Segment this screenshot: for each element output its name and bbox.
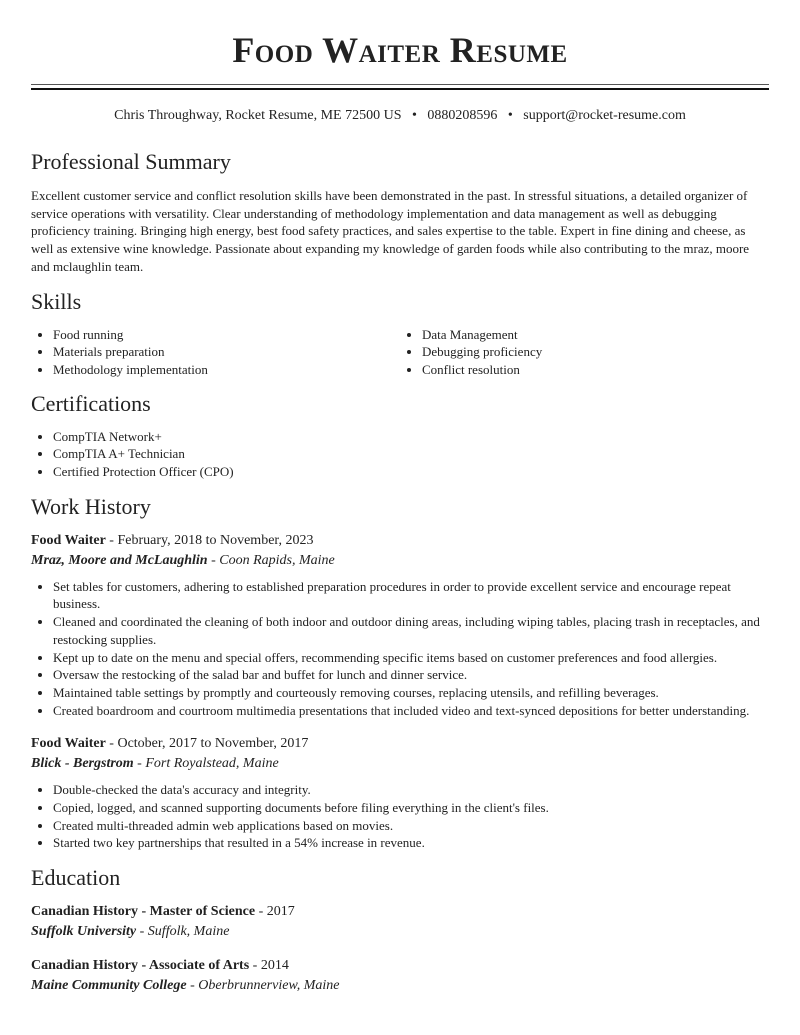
job-title: Food Waiter [31, 532, 106, 548]
skills-section [31, 288, 769, 379]
degree-name: Canadian History - Master of Science [31, 904, 256, 920]
job-entry [31, 734, 769, 852]
skill-item: • Debugging proficiency [422, 343, 769, 361]
skill-item: • Methodology implementation [53, 361, 400, 379]
company-location: - Coon Rapids, Maine [207, 552, 335, 568]
company-line [31, 551, 769, 571]
job-bullet: • Double-checked the data's accuracy and integrity. [53, 781, 769, 799]
degree-line [31, 902, 769, 922]
company-name: Mraz, Moore and McLaughlin [31, 552, 208, 568]
degree-year: - 2014 [249, 958, 289, 974]
skills-grid [31, 326, 769, 379]
job-bullet: • Cleaned and coordinated the cleaning of both indoor and outdoor dining areas, including wiping tables, placing trash in receptacles, and restocking supplies. [53, 613, 769, 648]
education-entry [31, 902, 769, 942]
certification-item: • CompTIA Network+ [53, 428, 769, 446]
degree-line [31, 956, 769, 976]
skill-item: • Materials preparation [53, 343, 400, 361]
contact-address: Chris Throughway, Rocket Resume, ME 72500 US [114, 108, 402, 123]
summary-heading: Professional Summary [31, 149, 231, 174]
summary-section [31, 148, 769, 276]
bullet-separator-icon: • [507, 108, 513, 123]
summary-text: Excellent customer service and conflict resolution skills have been demonstrated in the past. In stressful situations, a detailed organizer of service operations with versatility. Clear understanding of methodology implementation and data management as well as debugging proficiency training. Bringing high energy, best food safety practices, and sales expertise to the table. Expert in fine dining and cheese, as well as extensive wine knowledge. Passionate about expanding my knowledge of garden foods while also contributing to the mraz, moore and mclaughlin team. [31, 188, 750, 274]
school-name: Suffolk University [31, 924, 137, 940]
certifications-heading: Certifications [31, 390, 151, 416]
skill-item: • Food running [53, 326, 400, 344]
certification-item: • Certified Protection Officer (CPO) [53, 463, 769, 481]
contact-line [31, 107, 769, 125]
job-bullet: • Started two key partnerships that resulted in a 54% increase in revenue. [53, 834, 769, 852]
skill-item: • Conflict resolution [422, 361, 769, 379]
work-history-heading: Work History [31, 493, 151, 519]
resume-title: Food Waiter Resume [232, 30, 568, 70]
school-location: - Suffolk, Maine [136, 924, 230, 940]
certification-item: • CompTIA A+ Technician [53, 445, 769, 463]
job-title-line [31, 531, 769, 551]
skills-list-right [400, 326, 769, 379]
company-location: - Fort Royalstead, Maine [133, 756, 279, 772]
job-dates: - October, 2017 to November, 2017 [105, 736, 309, 752]
skill-item: • Data Management [422, 326, 769, 344]
education-section [31, 864, 769, 996]
job-entry [31, 531, 769, 720]
job-bullet: • Kept up to date on the menu and special offers, recommending specific items based on customer preferences and food allergies. [53, 649, 769, 667]
job-title: Food Waiter [31, 736, 106, 752]
job-bullet: • Created boardroom and courtroom multimedia presentations that included video and text-synced depositions for better understanding. [53, 702, 769, 720]
certifications-section [31, 390, 769, 481]
certifications-list [31, 428, 769, 481]
job-bullet: • Set tables for customers, adhering to established preparation procedures in order to provide excellent service and encourage repeat business. [53, 578, 769, 613]
work-history-section [31, 493, 769, 852]
contact-email: support@rocket-resume.com [523, 108, 686, 123]
school-line [31, 922, 769, 942]
divider-thick-line [31, 88, 769, 90]
school-location: - Oberbrunnerview, Maine [186, 978, 340, 994]
school-line [31, 976, 769, 996]
job-bullets [31, 578, 769, 720]
job-bullet: • Created multi-threaded admin web applications based on movies. [53, 817, 769, 835]
job-bullets [31, 781, 769, 852]
skills-heading: Skills [31, 288, 82, 314]
header-divider [31, 84, 769, 90]
skills-list-left [31, 326, 400, 379]
job-bullet: • Maintained table settings by promptly and courteously removing courses, replacing utensils, and refilling beverages. [53, 684, 769, 702]
divider-thin-line [31, 84, 769, 85]
job-bullet: • Copied, logged, and scanned supporting documents before filing everything in the client's files. [53, 799, 769, 817]
bullet-separator-icon: • [411, 108, 417, 123]
school-name: Maine Community College [31, 978, 187, 994]
degree-year: - 2017 [255, 904, 295, 920]
job-title-line [31, 734, 769, 754]
company-line [31, 754, 769, 774]
job-dates: - February, 2018 to November, 2023 [105, 532, 314, 548]
education-entry [31, 956, 769, 996]
contact-phone: 0880208596 [427, 108, 498, 123]
job-bullet: • Oversaw the restocking of the salad bar and buffet for lunch and dinner service. [53, 666, 769, 684]
education-heading: Education [31, 865, 121, 891]
degree-name: Canadian History - Associate of Arts [31, 958, 250, 974]
company-name: Blick - Bergstrom [31, 756, 134, 772]
